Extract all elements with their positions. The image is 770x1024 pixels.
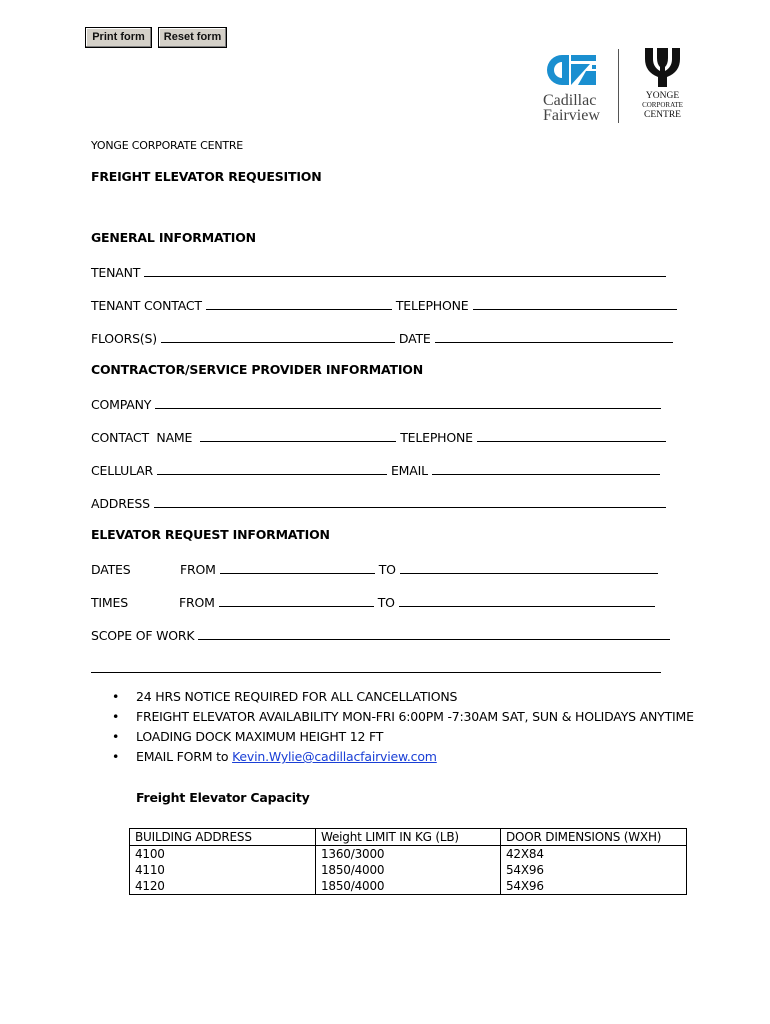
dates-row [91, 560, 662, 577]
contact-name-field[interactable] [200, 428, 396, 442]
floors-field[interactable] [161, 329, 395, 343]
date-field[interactable] [435, 329, 673, 343]
floors-label: FLOORS(S) [91, 331, 157, 346]
company-label: COMPANY [91, 397, 152, 412]
email-form-label: EMAIL FORM to [136, 749, 229, 764]
list-item: • 24 HRS NOTICE REQUIRED FOR ALL CANCELLATIONS [112, 688, 694, 708]
capacity-title: Freight Elevator Capacity [136, 790, 310, 805]
list-item: • LOADING DOCK MAXIMUM HEIGHT 12 FT [112, 728, 694, 748]
scope-continuation-field[interactable] [91, 659, 661, 673]
table-header: BUILDING ADDRESS [130, 829, 316, 846]
tenant-field[interactable] [144, 263, 666, 277]
request-info-heading: ELEVATOR REQUEST INFORMATION [91, 527, 330, 542]
dates-from-field[interactable] [220, 560, 375, 574]
company-row [91, 395, 665, 412]
logo-divider [618, 49, 619, 123]
scope-row [91, 626, 674, 643]
scope-label: SCOPE OF WORK [91, 628, 195, 643]
table-cell: 54X96 [501, 862, 687, 878]
times-to-label: TO [377, 595, 395, 610]
tenant-contact-row [91, 296, 681, 313]
list-item [112, 748, 694, 768]
company-name: YONGE CORPORATE CENTRE [91, 139, 244, 152]
address-row [91, 494, 670, 511]
address-field[interactable] [154, 494, 666, 508]
table-header-row [130, 829, 687, 846]
times-row [91, 593, 659, 610]
email-field[interactable] [432, 461, 660, 475]
capacity-table [129, 828, 687, 895]
table-row [130, 846, 687, 863]
table-row [130, 878, 687, 895]
tenant-telephone-field[interactable] [473, 296, 677, 310]
dates-label: DATES [91, 562, 131, 577]
tenant-contact-field[interactable] [206, 296, 392, 310]
table-cell: 4100 [130, 846, 316, 863]
table-header: Weight LIMIT IN KG (LB) [316, 829, 501, 846]
notes-list [112, 688, 694, 768]
table-header: DOOR DIMENSIONS (WXH) [501, 829, 687, 846]
svg-text:CORPORATE: CORPORATE [642, 101, 683, 109]
contractor-info-heading: CONTRACTOR/SERVICE PROVIDER INFORMATION [91, 362, 423, 377]
list-item: • FREIGHT ELEVATOR AVAILABILITY MON-FRI 6:00PM -7:30AM SAT, SUN & HOLIDAYS ANYTIME [112, 708, 694, 728]
form-title: FREIGHT ELEVATOR REQUESITION [91, 169, 322, 184]
tenant-label: TENANT [91, 265, 141, 280]
scope-field[interactable] [198, 626, 670, 640]
contractor-telephone-field[interactable] [477, 428, 666, 442]
table-row [130, 862, 687, 878]
print-form-button[interactable]: Print form [85, 27, 152, 48]
contact-name-label: CONTACT NAME [91, 430, 193, 445]
svg-text:Cadillac: Cadillac [543, 92, 597, 109]
table-cell: 1360/3000 [316, 846, 501, 863]
cellular-field[interactable] [157, 461, 387, 475]
table-cell: 1850/4000 [316, 878, 501, 895]
table-cell: 1850/4000 [316, 862, 501, 878]
table-cell: 4110 [130, 862, 316, 878]
table-cell: 42X84 [501, 846, 687, 863]
date-label: DATE [398, 331, 431, 346]
table-cell: 54X96 [501, 878, 687, 895]
contact-name-row [91, 428, 670, 445]
floors-row [91, 329, 677, 346]
contractor-telephone-label: TELEPHONE [400, 430, 473, 445]
dates-to-label: TO [378, 562, 396, 577]
times-from-label: FROM [179, 595, 215, 610]
scope-continuation-row [91, 659, 661, 676]
cellular-label: CELLULAR [91, 463, 153, 478]
yonge-corporate-centre-logo [640, 45, 685, 121]
tenant-row [91, 263, 670, 280]
svg-text:CENTRE: CENTRE [644, 110, 681, 120]
general-info-heading: GENERAL INFORMATION [91, 230, 256, 245]
tenant-contact-label: TENANT CONTACT [91, 298, 202, 313]
times-label: TIMES [91, 595, 128, 610]
svg-text:YONGE: YONGE [645, 91, 680, 101]
svg-text:Fairview: Fairview [543, 107, 600, 123]
table-cell: 4120 [130, 878, 316, 895]
cadillac-fairview-logo [540, 51, 600, 123]
times-to-field[interactable] [399, 593, 655, 607]
company-field[interactable] [155, 395, 661, 409]
cellular-row [91, 461, 664, 478]
dates-to-field[interactable] [400, 560, 658, 574]
email-label: EMAIL [390, 463, 428, 478]
yonge-tree-mark-icon [640, 45, 685, 121]
tenant-telephone-label: TELEPHONE [395, 298, 469, 313]
email-link[interactable]: Kevin.Wylie@cadillacfairview.com [232, 749, 437, 764]
address-label: ADDRESS [91, 496, 150, 511]
times-from-field[interactable] [219, 593, 374, 607]
reset-form-button[interactable]: Reset form [158, 27, 227, 48]
cadillac-fairview-mark-icon [540, 51, 600, 123]
dates-from-label: FROM [180, 562, 216, 577]
